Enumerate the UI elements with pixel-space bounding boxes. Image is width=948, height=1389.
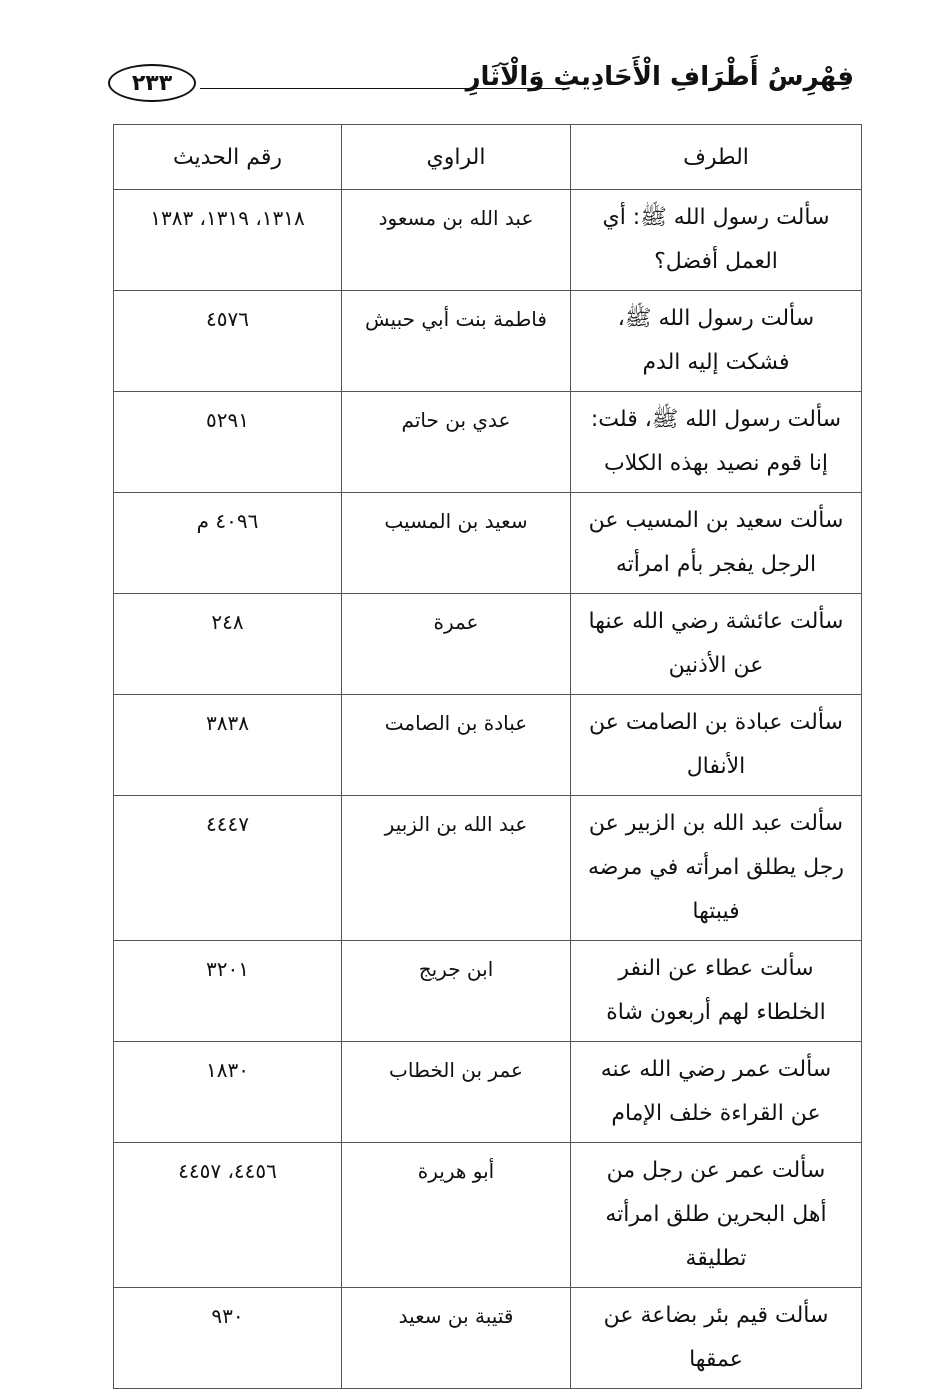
hadith-number-cell: ٣٨٣٨	[114, 695, 342, 796]
hadith-number-cell: ٤٤٥٦، ٤٤٥٧	[114, 1143, 342, 1288]
table-row	[114, 1042, 862, 1143]
tarf-cell: سألت رسول الله ﷺ: أي العمل أفضل؟	[571, 190, 862, 291]
table-row	[114, 493, 862, 594]
column-header-hadith-number: رقم الحديث	[114, 125, 342, 190]
table-row	[114, 291, 862, 392]
table-header-row	[114, 125, 862, 190]
running-head	[108, 58, 854, 110]
tarf-cell: سألت عبادة بن الصامت عن الأنفال	[571, 695, 862, 796]
tarf-cell: سألت عمر عن رجل من أهل البحرين طلق امرأته تطليقة	[571, 1143, 862, 1288]
tarf-cell: سألت عمر رضي الله عنه عن القراءة خلف الإمام	[571, 1042, 862, 1143]
tarf-cell: سألت رسول الله ﷺ، قلت: إنا قوم نصيد بهذه الكلاب	[571, 392, 862, 493]
tarf-cell: سألت قيم بئر بضاعة عن عمقها	[571, 1288, 862, 1389]
tarf-cell: سألت عطاء عن النفر الخلطاء لهم أربعون شاة	[571, 941, 862, 1042]
rawi-cell: عبادة بن الصامت	[342, 695, 571, 796]
hadith-number-cell: ٢٤٨	[114, 594, 342, 695]
table-row	[114, 796, 862, 941]
rawi-cell: ابن جريج	[342, 941, 571, 1042]
running-title: فِهْرِسُ أَطْرَافِ الْأَحَادِيثِ وَالْآثَارِ	[465, 62, 854, 92]
hadith-number-cell: ٣٢٠١	[114, 941, 342, 1042]
tarf-cell: سألت سعيد بن المسيب عن الرجل يفجر بأم امرأته	[571, 493, 862, 594]
tarf-cell: سألت عبد الله بن الزبير عن رجل يطلق امرأته في مرضه فيبتها	[571, 796, 862, 941]
table-row	[114, 695, 862, 796]
table-row	[114, 1143, 862, 1288]
tarf-cell: سألت رسول الله ﷺ، فشكت إليه الدم	[571, 291, 862, 392]
rawi-cell: قتيبة بن سعيد	[342, 1288, 571, 1389]
table-row	[114, 190, 862, 291]
rawi-cell: عبد الله بن مسعود	[342, 190, 571, 291]
page-number: ٢٣٣	[131, 70, 173, 96]
hadith-index-table	[113, 124, 862, 1389]
table-row	[114, 594, 862, 695]
rawi-cell: عدي بن حاتم	[342, 392, 571, 493]
hadith-number-cell: ٤٥٧٦	[114, 291, 342, 392]
rawi-cell: فاطمة بنت أبي حبيش	[342, 291, 571, 392]
rawi-cell: عمرة	[342, 594, 571, 695]
hadith-number-cell: ٤٠٩٦ م	[114, 493, 342, 594]
page-number-badge	[108, 64, 196, 102]
tarf-cell: سألت عائشة رضي الله عنها عن الأذنين	[571, 594, 862, 695]
hadith-number-cell: ١٣١٨، ١٣١٩، ١٣٨٣	[114, 190, 342, 291]
table-row	[114, 1288, 862, 1389]
rawi-cell: سعيد بن المسيب	[342, 493, 571, 594]
hadith-number-cell: ١٨٣٠	[114, 1042, 342, 1143]
column-header-rawi: الراوي	[342, 125, 571, 190]
hadith-number-cell: ٩٣٠	[114, 1288, 342, 1389]
rawi-cell: عبد الله بن الزبير	[342, 796, 571, 941]
table-row	[114, 392, 862, 493]
rawi-cell: عمر بن الخطاب	[342, 1042, 571, 1143]
column-header-tarf: الطرف	[571, 125, 862, 190]
hadith-number-cell: ٤٤٤٧	[114, 796, 342, 941]
hadith-number-cell: ٥٢٩١	[114, 392, 342, 493]
table-row	[114, 941, 862, 1042]
rawi-cell: أبو هريرة	[342, 1143, 571, 1288]
